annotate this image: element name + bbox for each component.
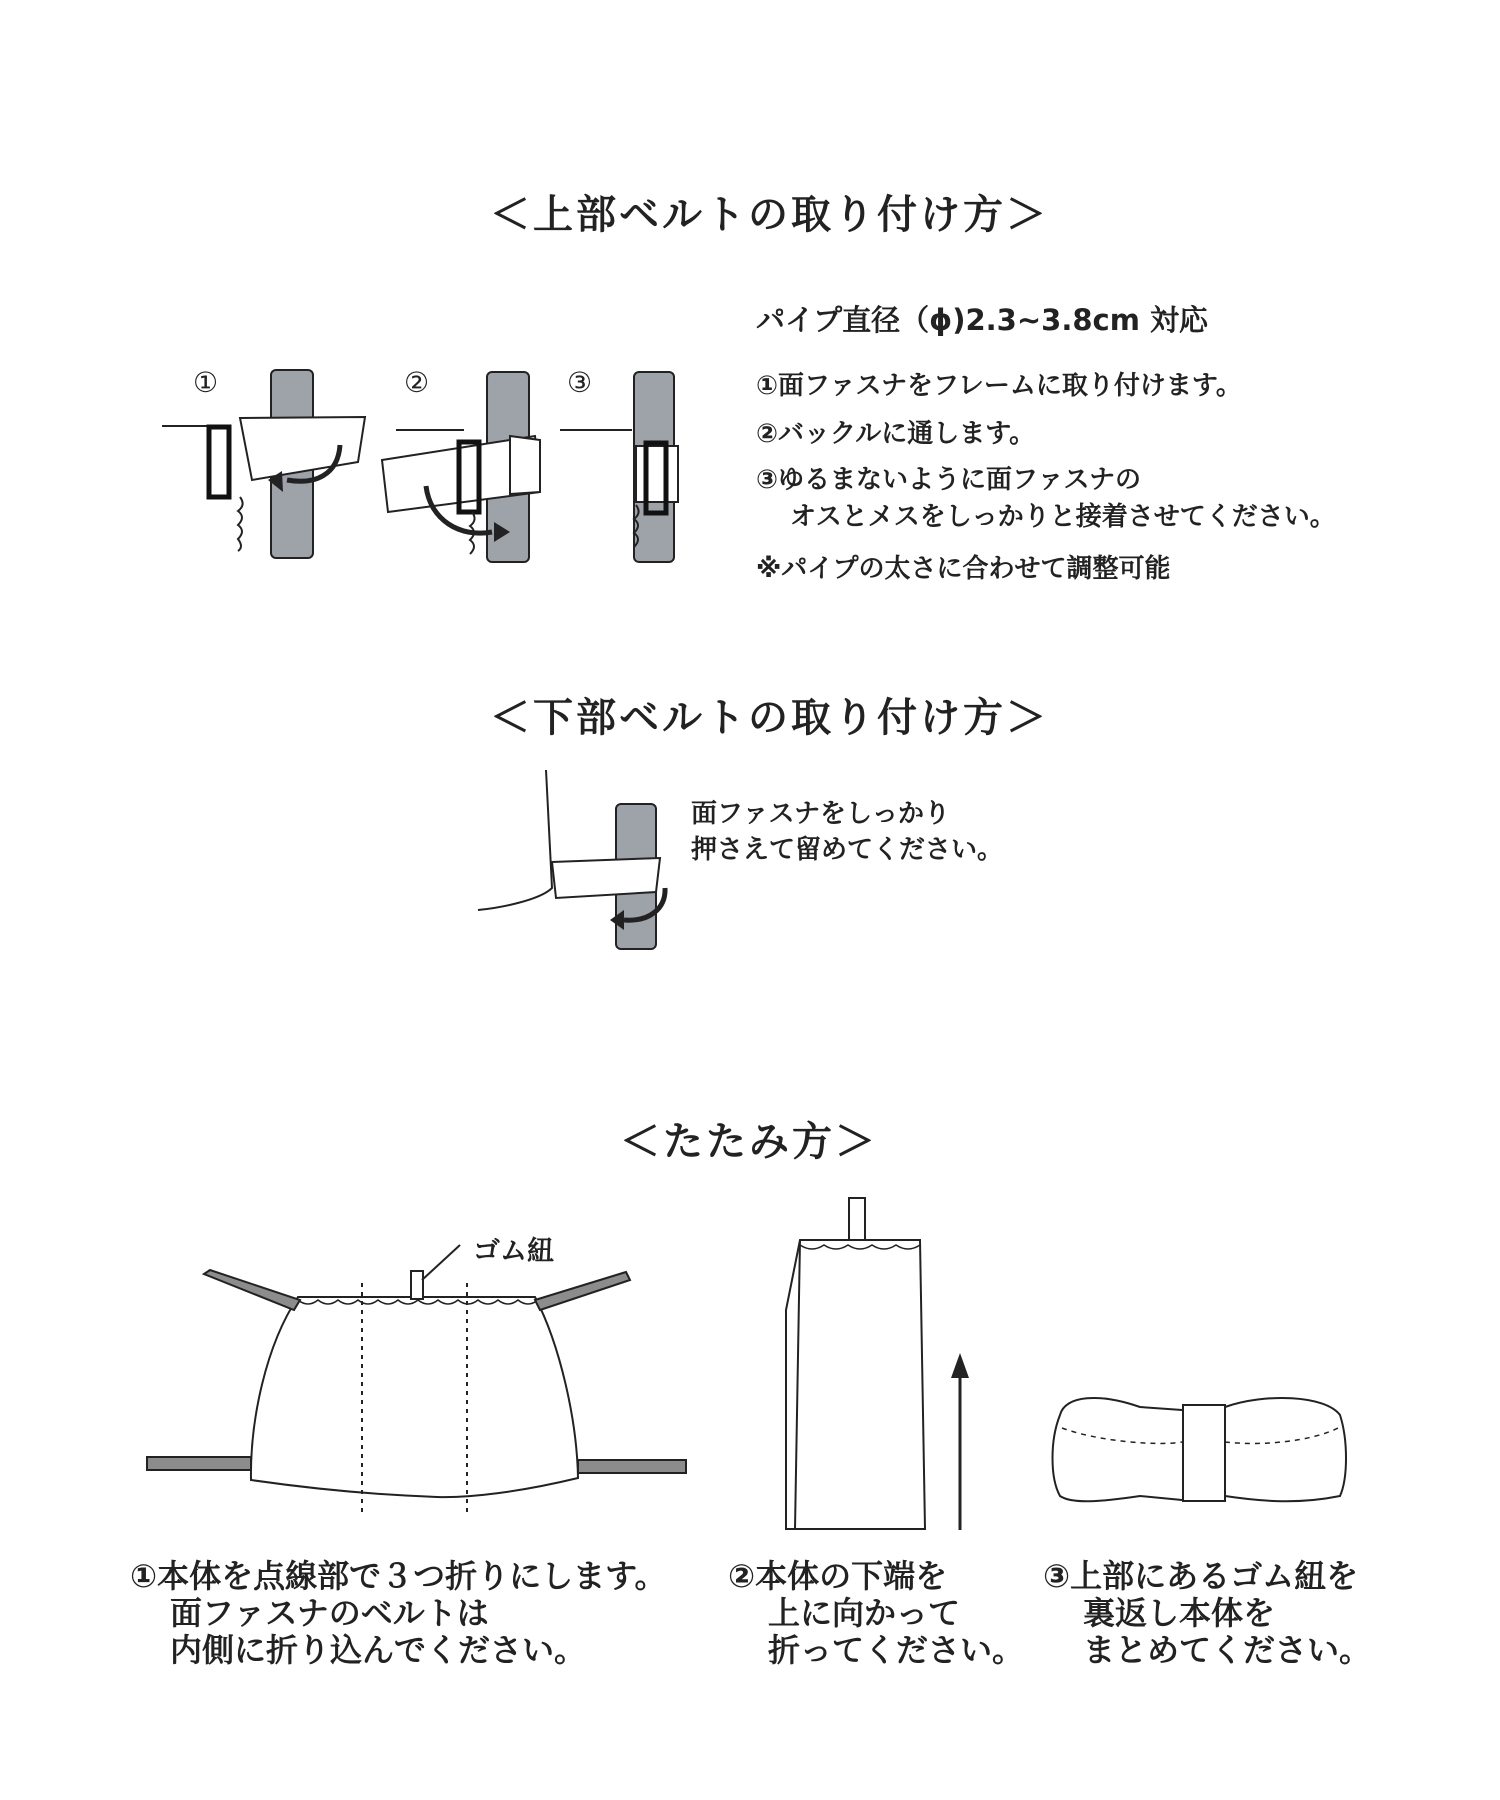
lower-instruction-line-2: 押さえて留めてください。 xyxy=(691,835,1004,865)
lower-section-title: ＜下部ベルトの取り付け方＞ xyxy=(490,695,1049,741)
fold-step-1 xyxy=(130,1558,667,1669)
fold-section-title: ＜たたみ方＞ xyxy=(620,1119,878,1165)
fold-step-2-line-1: ②本体の下端を xyxy=(728,1557,948,1595)
lower-instruction-line-1: 面ファスナをしっかり xyxy=(691,799,950,829)
upper-step-3: ③ゆるまないように面ファスナの xyxy=(756,465,1141,495)
upper-adjust-note: ※パイプの太さに合わせて調整可能 xyxy=(756,554,1171,584)
elastic-band-icon xyxy=(1183,1405,1225,1501)
fold-step-2-line-3: 折ってください。 xyxy=(768,1631,1025,1669)
fold-step-3-line-3: まとめてください。 xyxy=(1083,1631,1372,1669)
upper-figure-number-2: ② xyxy=(404,366,430,399)
elastic-cord-label: ゴム紐 xyxy=(473,1236,554,1267)
fold-step-3-line-1: ③上部にあるゴム紐を xyxy=(1043,1557,1359,1595)
pipe-diameter-spec: パイプ直径（ϕ)2.3~3.8cm 対応 xyxy=(756,303,1209,337)
upper-figure-number-3: ③ xyxy=(567,366,593,399)
fold-step-1-line-3: 内側に折り込んでください。 xyxy=(170,1631,587,1669)
fold-step-3-line-2: 裏返し本体を xyxy=(1083,1594,1276,1632)
upper-figure-number-1: ① xyxy=(193,366,219,399)
fold-step-2-line-2: 上に向かって xyxy=(768,1594,961,1632)
upper-step-2: ②バックルに通します。 xyxy=(756,419,1036,449)
fold-step-3 xyxy=(1043,1558,1371,1669)
upper-step-3-continued: オスとメスをしっかりと接着させてください。 xyxy=(790,502,1336,532)
upper-step-1: ①面ファスナをフレームに取り付けます。 xyxy=(756,371,1242,401)
fold-step-1-line-1: ①本体を点線部で３つ折りにします。 xyxy=(130,1557,667,1595)
upper-section-title: ＜上部ベルトの取り付け方＞ xyxy=(490,192,1049,238)
fold-step-2 xyxy=(728,1558,1024,1669)
fold-step-1-line-2: 面ファスナのベルトは xyxy=(170,1594,489,1632)
